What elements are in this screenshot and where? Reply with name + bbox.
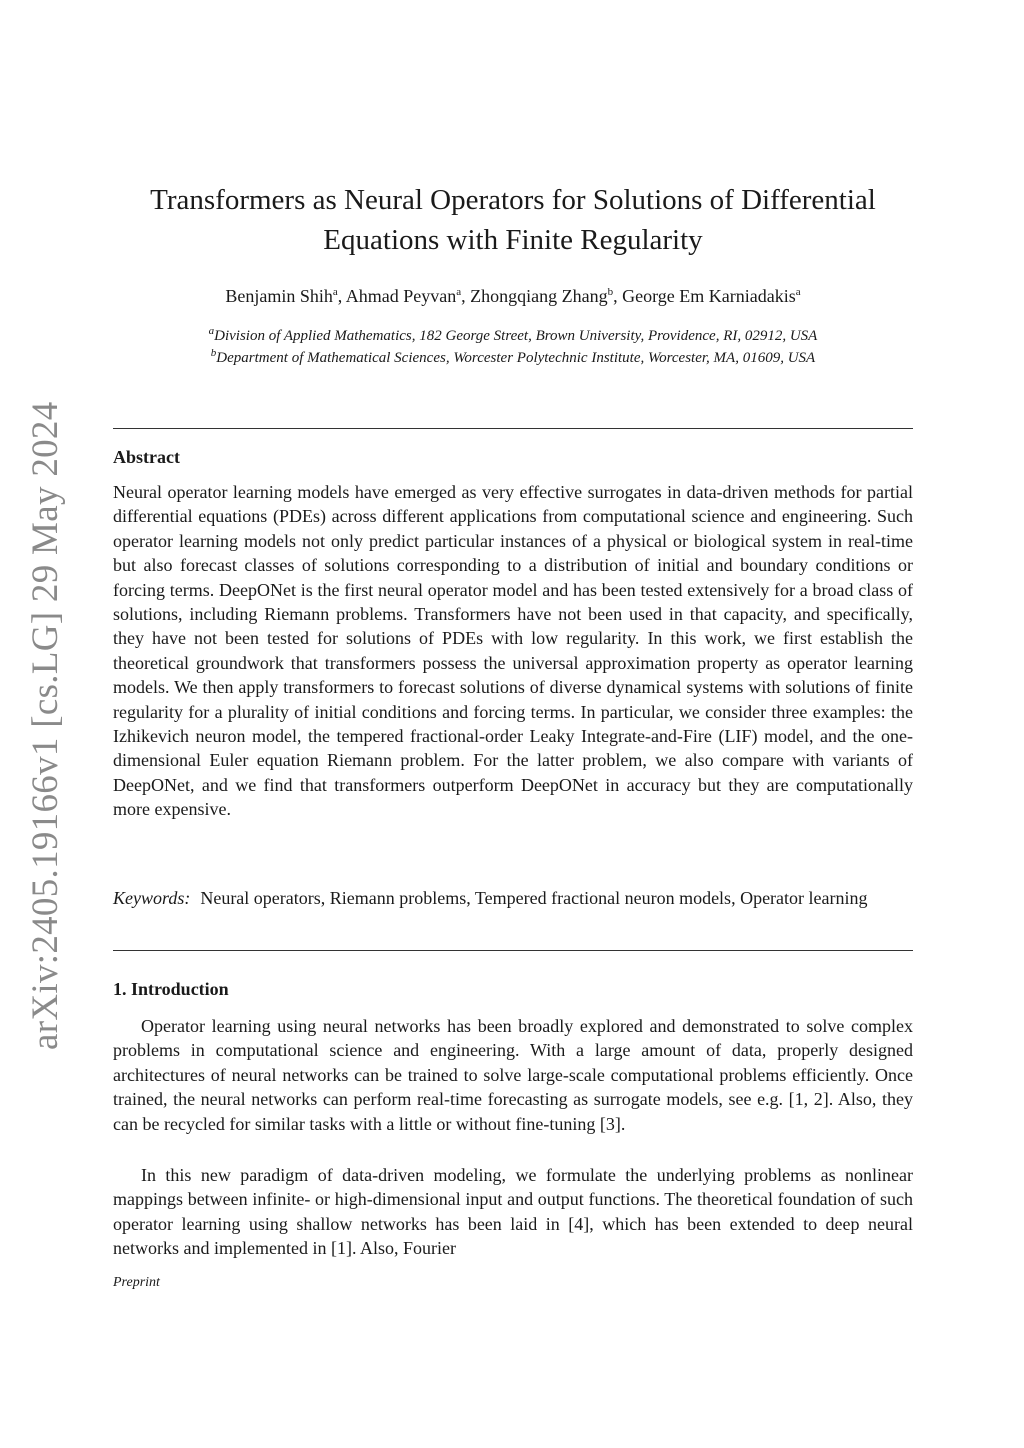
abstract-top-divider — [113, 428, 913, 429]
affiliation-mark: b — [210, 347, 217, 359]
paper-title: Transformers as Neural Operators for Solutions of Differential Equations with Finite Regularity — [150, 184, 876, 256]
affiliation-line — [113, 325, 913, 347]
affiliation-mark: a — [332, 286, 338, 298]
affiliation-mark: a — [795, 286, 801, 298]
author-name: Benjamin Shih — [225, 286, 333, 306]
author-list: Benjamin Shih$^a$, Ahmad Peyvan$^a$, Zhongqiang Zhang$^b$, George Em Karniadakis$^a$ — [225, 286, 801, 306]
arxiv-identifier: arXiv:2405.19166v1 [cs.LG] 29 May 2024 — [25, 401, 66, 1050]
author-name: Zhongqiang Zhang — [470, 286, 608, 306]
abstract-bottom-divider — [113, 950, 913, 951]
author-name: Ahmad Peyvan — [345, 286, 457, 306]
author-name: George Em Karniadakis — [622, 286, 796, 306]
introduction-paragraph: In this new paradigm of data-driven modeling, we formulate the underlying problems as nonlinear mappings between infinite- or high-dimensional input and output functions. The theoretical foundation of such operator learning using shallow networks has been laid in [4], which has been extended to deep neural networks and implemented in [1]. Also, Fourier — [113, 1165, 913, 1259]
keywords-label: Keywords: — [113, 888, 191, 908]
introduction-paragraph: Operator learning using neural networks has been broadly explored and demonstrated to solve complex problems in computational science and engineering. With a large amount of data, properly designed architectures of neural networks can be trained to solve large-scale computational problems efficiently. Once trained, the neural networks can perform real-time forecasting as surrogate models, see e.g. [1, 2]. Also, they can be recycled for similar tasks with a little or without fine-tuning [3]. — [113, 1016, 913, 1134]
abstract-heading: Abstract — [113, 447, 180, 467]
keywords — [113, 886, 913, 910]
affiliation-list — [113, 325, 913, 369]
affiliation-mark: b — [607, 286, 614, 298]
preprint-note: Preprint — [113, 1275, 160, 1290]
affiliation-mark: a — [208, 325, 215, 337]
affiliation-text: Division of Applied Mathematics, 182 George Street, Brown University, Providence, RI, 02912, USA — [214, 328, 818, 344]
affiliation-mark: a — [456, 286, 462, 298]
keywords-text: Neural operators, Riemann problems, Tempered fractional neuron models, Operator learning — [200, 888, 868, 908]
section-heading-introduction: 1. Introduction — [113, 979, 229, 999]
abstract-text: Neural operator learning models have emerged as very effective surrogates in data-driven methods for partial differential equations (PDEs) across different applications from computational science and engineering. Such operator learning models not only predict particular instances of a physical or biological system in real-time but also forecast classes of solutions corresponding to a distribution of initial and boundary conditions or forcing terms. DeepONet is the first neural operator model and has been tested extensively for a broad class of solutions, including Riemann problems. Transformers have not been used in that capacity, and specifically, they have not been tested for solutions of PDEs with low regularity. In this work, we first establish the theoretical groundwork that transformers possess the universal approximation property as operator learning models. We then apply transformers to forecast solutions of diverse dynamical systems with solutions of finite regularity for a plurality of initial conditions and forcing terms. In particular, we consider three examples: the Izhikevich neuron model, the tempered fractional-order Leaky Integrate-and-Fire (LIF) model, and the one-dimensional Euler equation Riemann problem. For the latter problem, we also compare with variants of DeepONet, and we find that transformers outperform DeepONet in accuracy but they are computationally more expensive. — [113, 482, 913, 820]
affiliation-text: Department of Mathematical Sciences, Worcester Polytechnic Institute, Worcester, MA, 01609, USA — [216, 350, 816, 366]
affiliation-line — [113, 347, 913, 369]
